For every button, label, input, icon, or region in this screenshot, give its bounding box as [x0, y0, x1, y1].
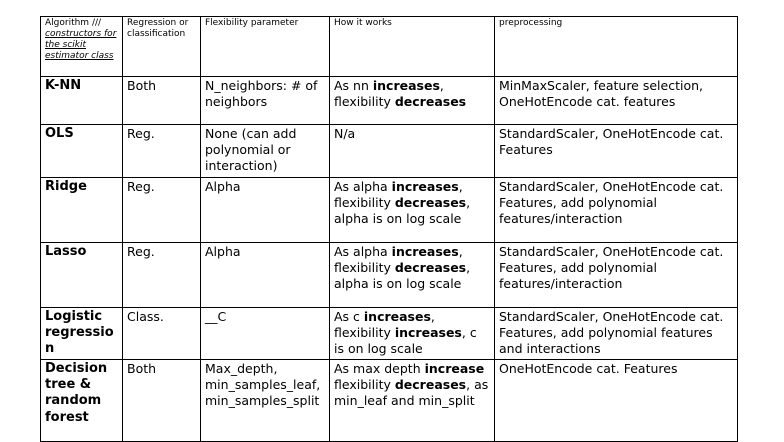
algorithm-comparison-table: [40, 16, 738, 442]
type-cell: Reg.: [123, 125, 201, 178]
header-flexibility: Flexibility parameter: [201, 17, 330, 77]
header-reg-or-class: Regression or classification: [123, 17, 201, 77]
flexibility-cell: Alpha: [201, 178, 330, 243]
flexibility-cell: Max_depth, min_samples_leaf, min_samples_split: [201, 360, 330, 442]
how-cell: As max depth increase flexibility decreases, as min_leaf and min_split: [330, 360, 495, 442]
type-cell: Reg.: [123, 178, 201, 243]
flexibility-cell: N_neighbors: # of neighbors: [201, 77, 330, 125]
table-row: [41, 178, 738, 243]
preprocessing-cell: StandardScaler, OneHotEncode cat. Features, add polynomial features/interaction: [495, 178, 738, 243]
table-row: [41, 77, 738, 125]
table-row: [41, 125, 738, 178]
table-header-row: [41, 17, 738, 77]
preprocessing-cell: OneHotEncode cat. Features: [495, 360, 738, 442]
header-how-it-works: How it works: [330, 17, 495, 77]
algorithm-cell: Logistic regression: [41, 308, 123, 360]
type-cell: Class.: [123, 308, 201, 360]
how-cell: As c increases, flexibility increases, c is on log scale: [330, 308, 495, 360]
algorithm-cell: Ridge: [41, 178, 123, 243]
preprocessing-cell: StandardScaler, OneHotEncode cat. Features, add polynomial features and interactions: [495, 308, 738, 360]
table-row: [41, 308, 738, 360]
algorithm-cell: Decision tree & random forest: [41, 360, 123, 442]
type-cell: Reg.: [123, 243, 201, 308]
flexibility-cell: __C: [201, 308, 330, 360]
header-algorithm: Algorithm /// constructors for the scikit estimator class: [41, 17, 123, 77]
how-cell: N/a: [330, 125, 495, 178]
flexibility-cell: Alpha: [201, 243, 330, 308]
algorithm-cell: K-NN: [41, 77, 123, 125]
how-cell: As alpha increases, flexibility decreases, alpha is on log scale: [330, 178, 495, 243]
preprocessing-cell: StandardScaler, OneHotEncode cat. Features: [495, 125, 738, 178]
how-cell: As alpha increases, flexibility decreases, alpha is on log scale: [330, 243, 495, 308]
header-preprocessing: preprocessing: [495, 17, 738, 77]
table-row: [41, 243, 738, 308]
flexibility-cell: None (can add polynomial or interaction): [201, 125, 330, 178]
table-row: [41, 360, 738, 442]
how-cell: As nn increases, flexibility decreases: [330, 77, 495, 125]
algorithm-cell: OLS: [41, 125, 123, 178]
type-cell: Both: [123, 77, 201, 125]
preprocessing-cell: MinMaxScaler, feature selection, OneHotEncode cat. features: [495, 77, 738, 125]
algorithm-cell: Lasso: [41, 243, 123, 308]
preprocessing-cell: StandardScaler, OneHotEncode cat. Features, add polynomial features/interaction: [495, 243, 738, 308]
type-cell: Both: [123, 360, 201, 442]
